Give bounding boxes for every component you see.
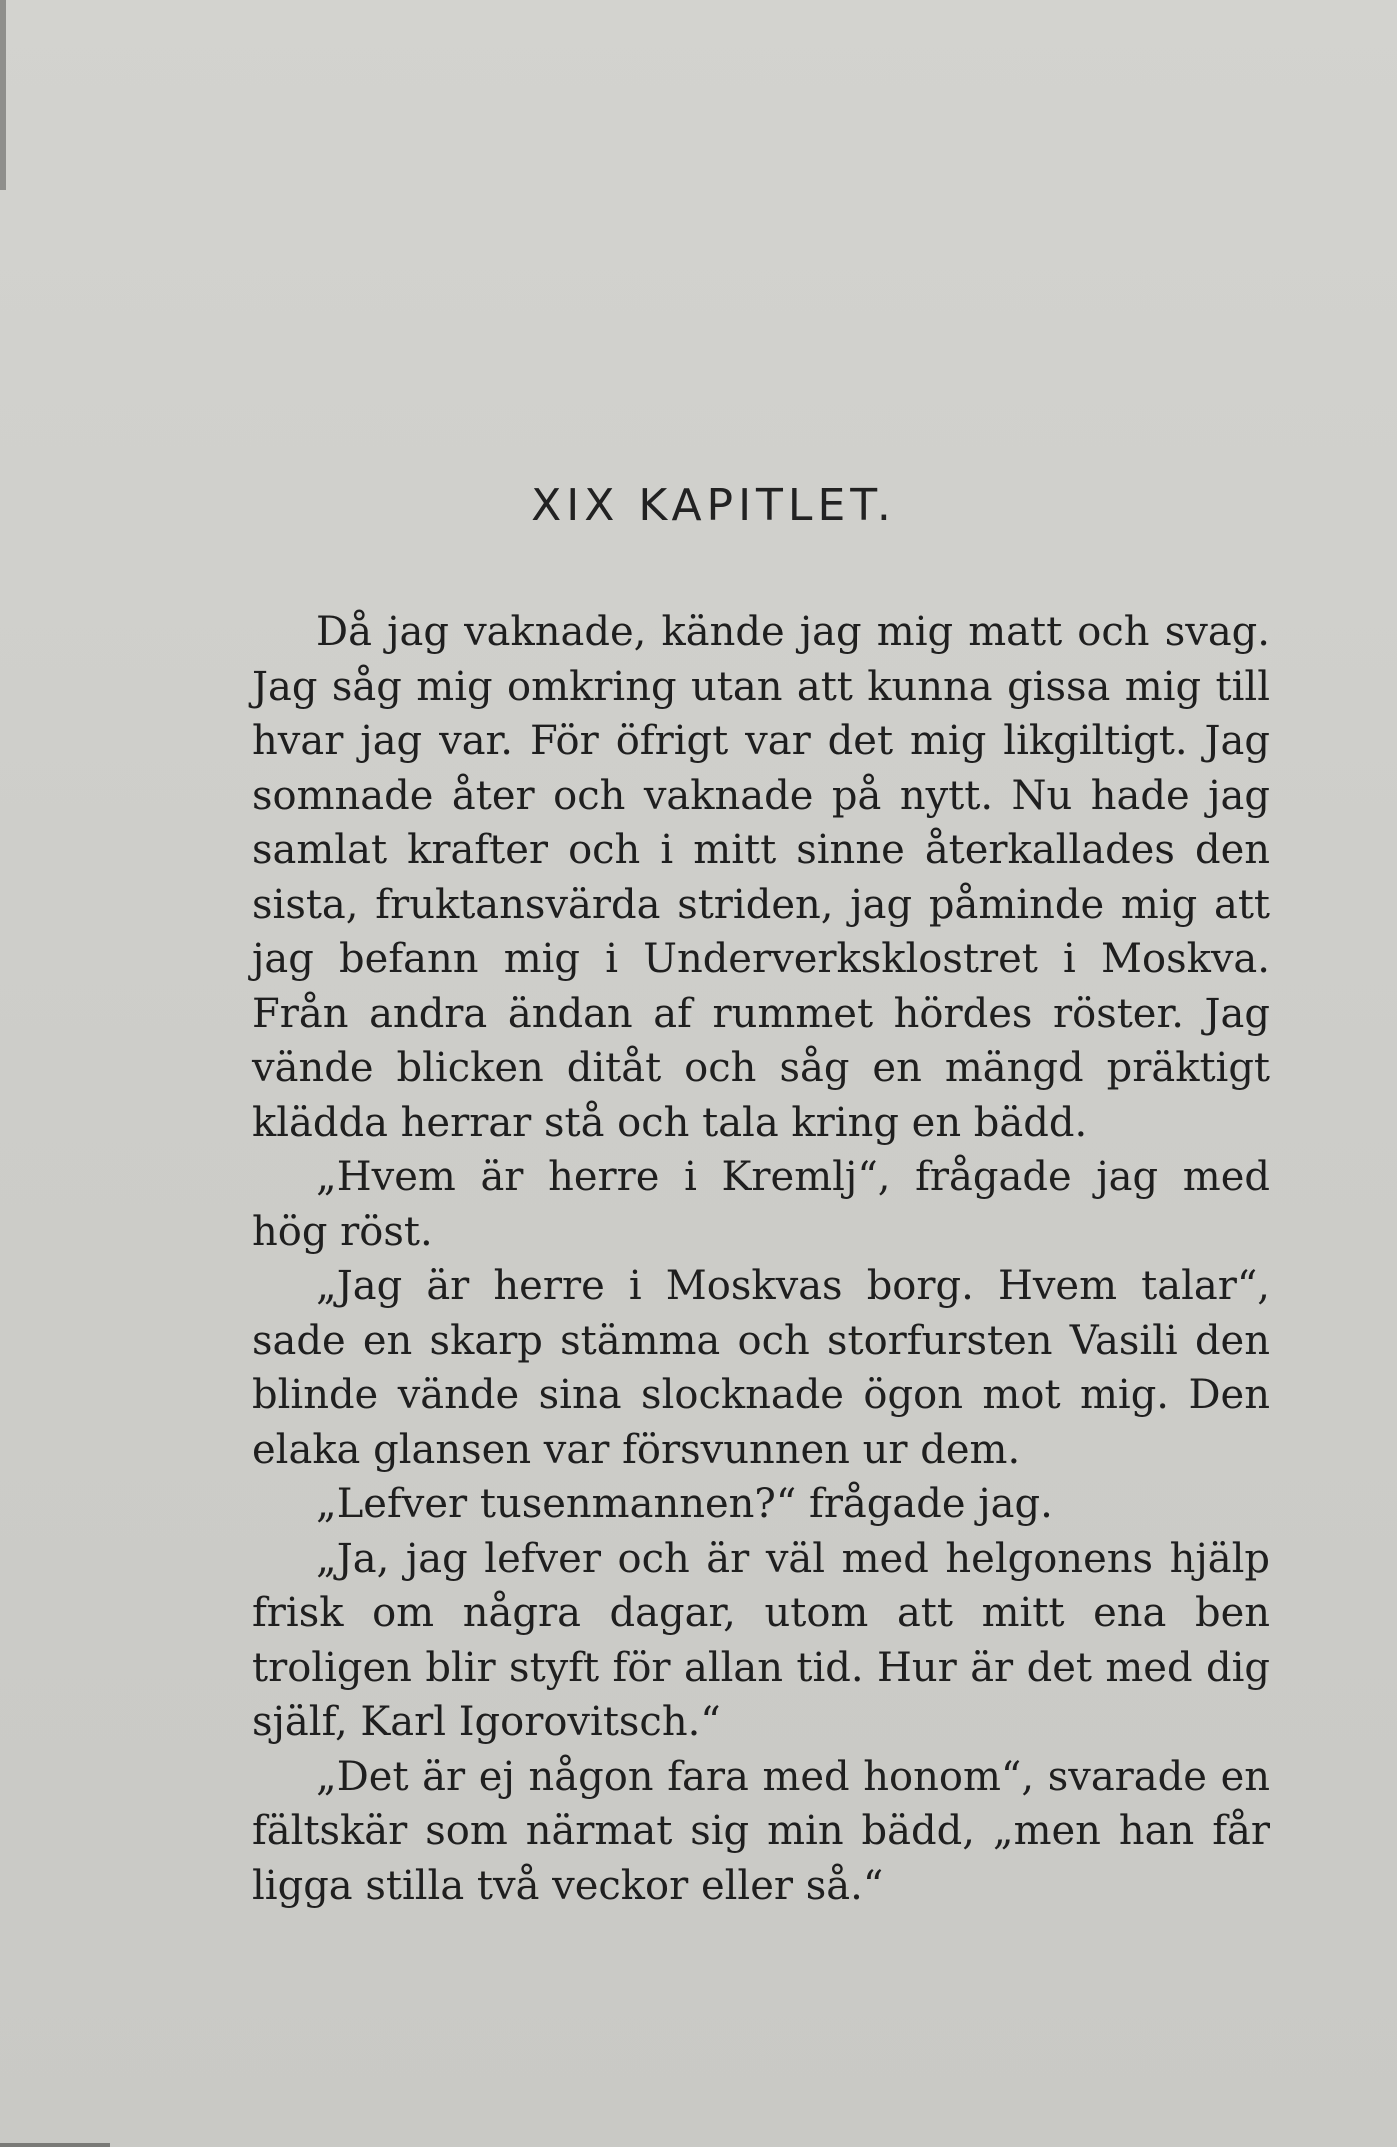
paragraph: Då jag vaknade, kände jag mig matt och svag. Jag såg mig omkring utan att kunna gissa mig till hvar jag var. För öfrigt var det mig likgiltigt. Jag somnade åter och vaknade på nytt. Nu hade jag samlat krafter och i mitt sinne återkallades den sista, fruktansvärda striden, jag påminde mig att jag befann mig i Underverksklostret i Moskva. Från andra ändan af rummet hördes röster. Jag vände blicken ditåt och såg en mängd präktigt klädda herrar stå och tala kring en bädd. xyxy=(252,609,1270,1146)
chapter-title: XIX KAPITLET. xyxy=(531,480,896,531)
paragraph: „Det är ej någon fara med honom“, svarade en fältskär som närmat sig min bädd, „men han får ligga stilla två veckor eller så.“ xyxy=(252,1753,1270,1909)
paragraph: „Hvem är herre i Kremlj“, frågade jag med hög röst. xyxy=(252,1154,1270,1255)
paragraph: „Jag är herre i Moskvas borg. Hvem talar“, sade en skarp stämma och storfursten Vasili den blinde vände sina slocknade ögon mot mig. Den elaka glansen var försvunnen ur dem. xyxy=(252,1263,1270,1473)
paragraph: „Lefver tusenmannen?“ frågade jag. xyxy=(316,1481,1053,1527)
paragraph: „Ja, jag lefver och är väl med helgonens hjälp frisk om några dagar, utom att mitt ena ben troligen blir styft för allan tid. Hur är det med dig själf, Karl Igorovitsch.“ xyxy=(252,1535,1270,1745)
page-bottom-mark xyxy=(0,2143,110,2147)
page-edge-shadow xyxy=(0,0,6,190)
chapter-body xyxy=(252,605,1270,1913)
